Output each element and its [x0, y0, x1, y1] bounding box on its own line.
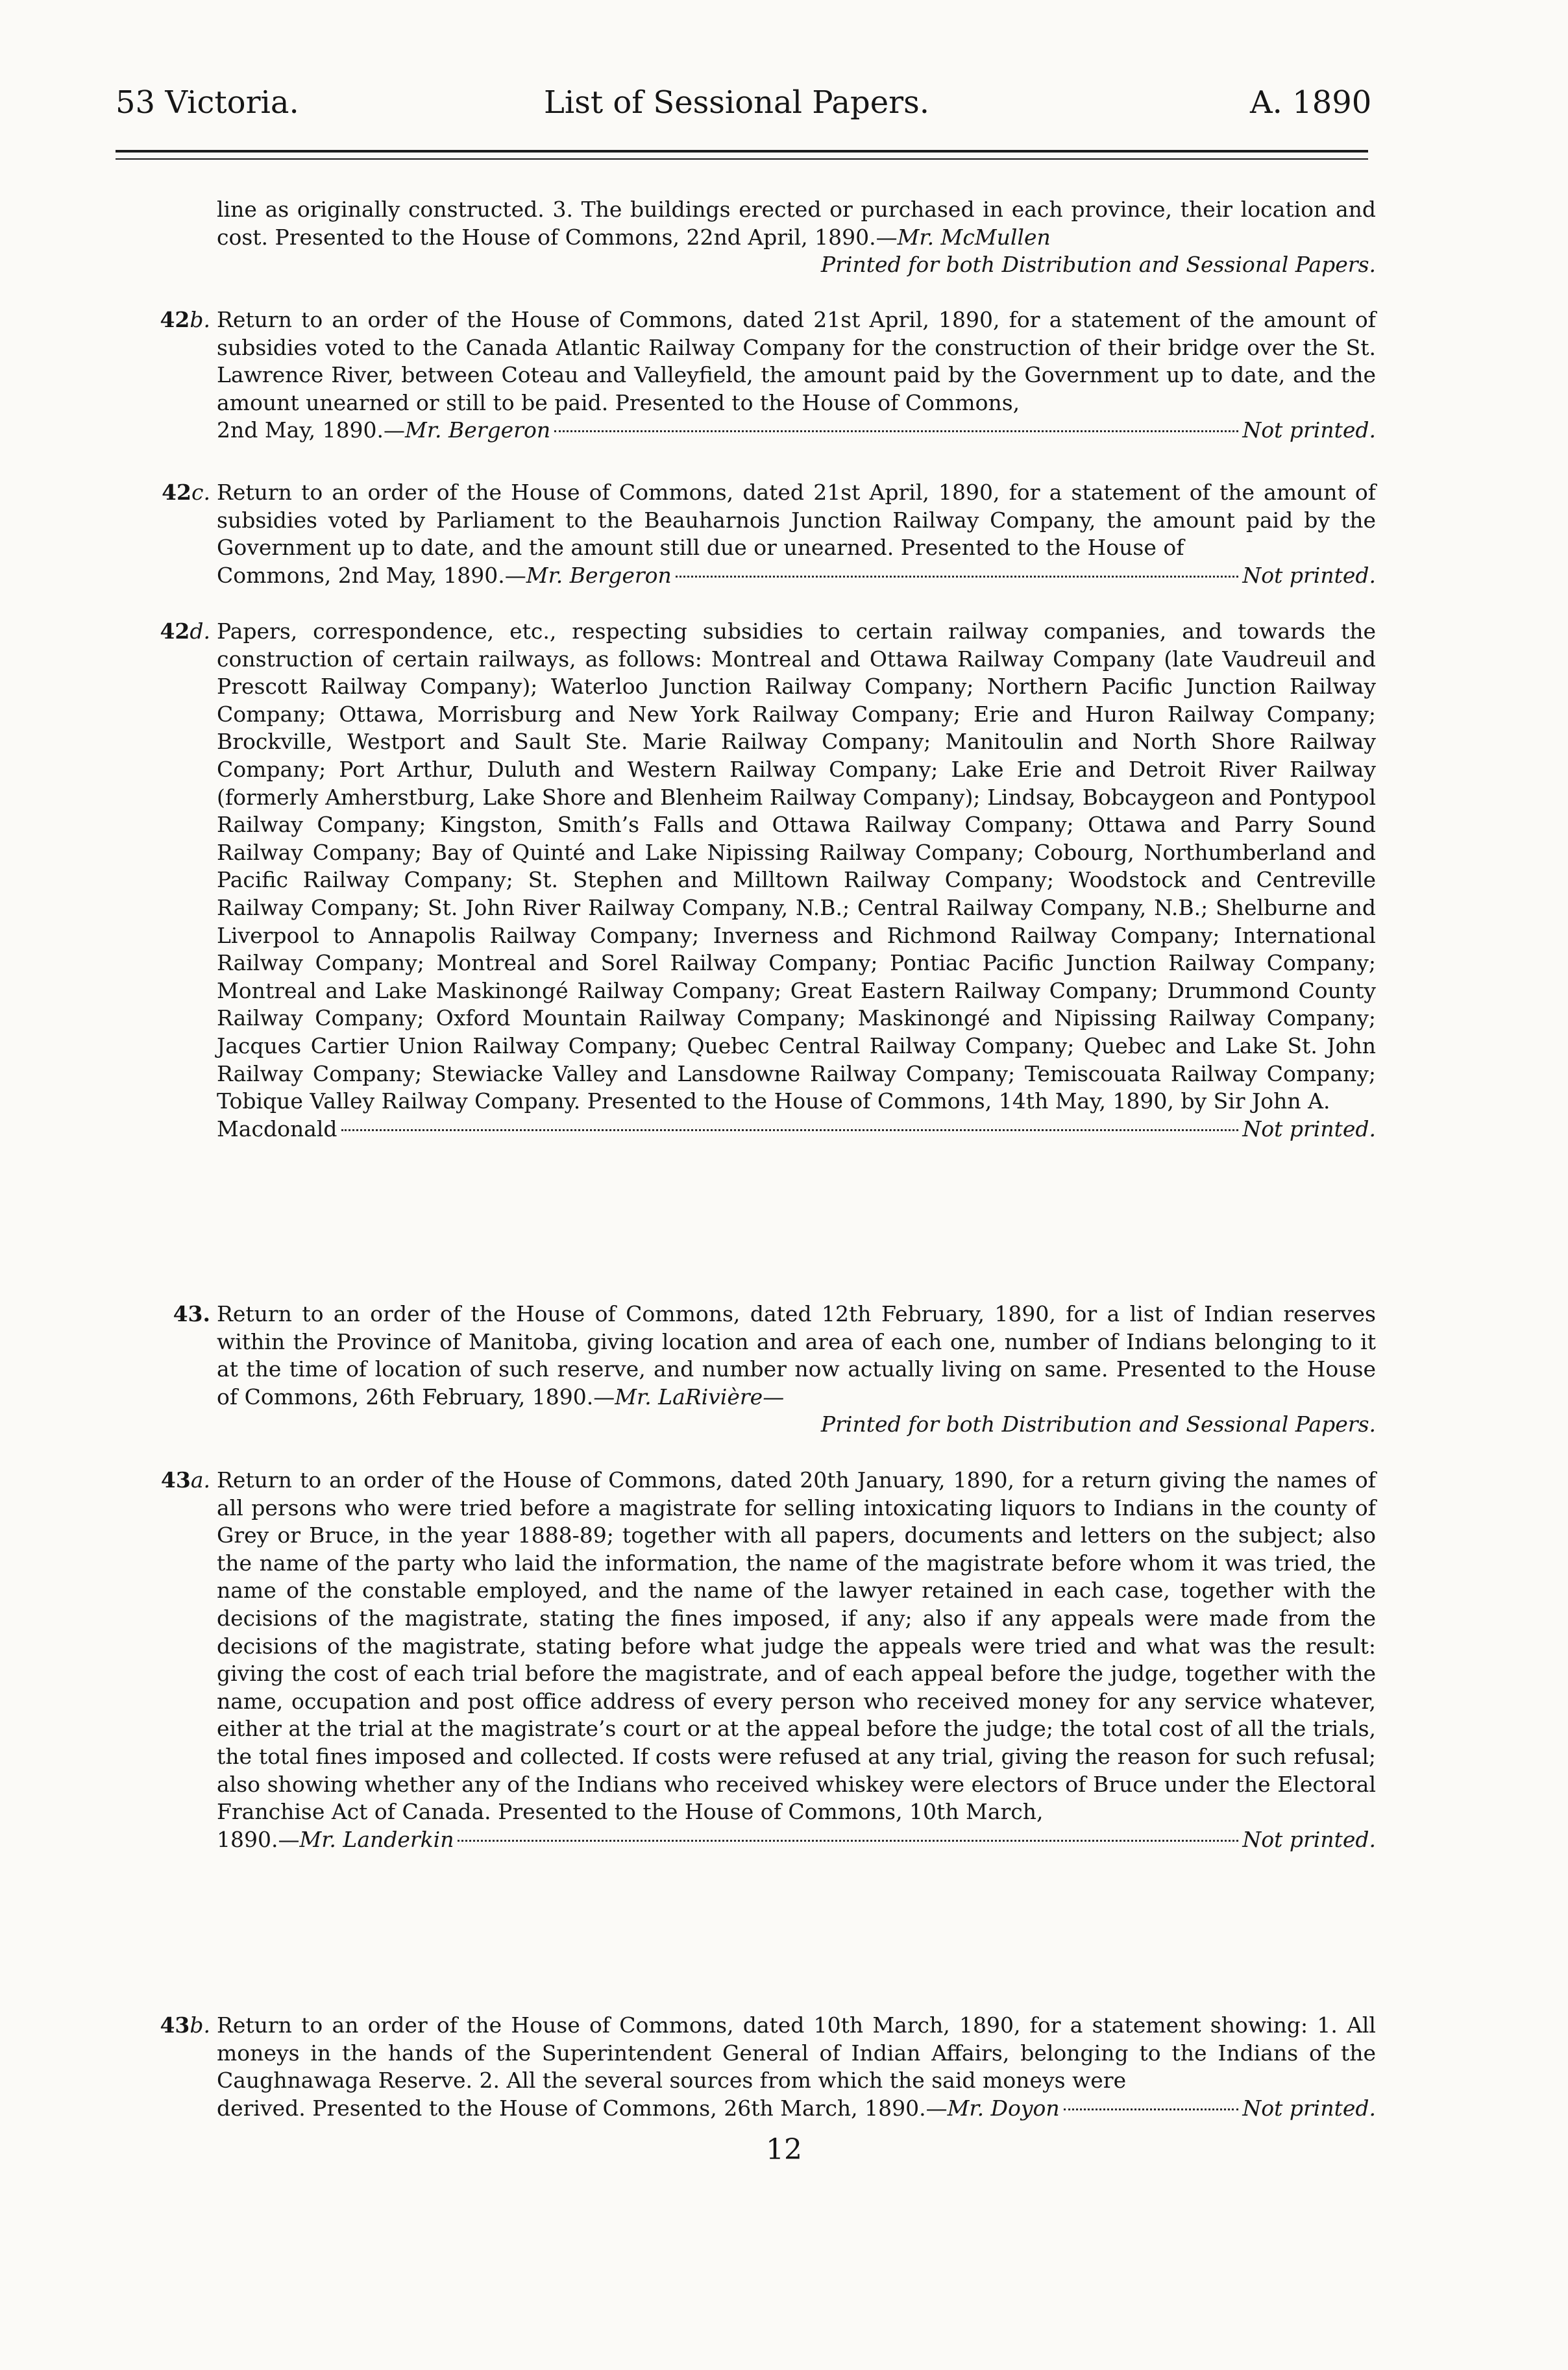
- running-head-year: A. 1890: [1250, 84, 1372, 121]
- entry-mover: Mr. LaRivière—: [615, 1384, 785, 1410]
- dot-leader: [1064, 2108, 1239, 2110]
- entry-number: 43.: [173, 1301, 210, 1326]
- dot-leader: [341, 1129, 1239, 1131]
- entry-continuation: [217, 196, 1376, 279]
- running-head-left: 53 Victoria.: [116, 84, 299, 121]
- entry-status: Not printed.: [1242, 417, 1376, 443]
- entry-mover: Mr. Bergeron: [405, 417, 551, 443]
- entry-number: 43a.: [160, 1467, 210, 1493]
- entry-closing-line: Commons, 2nd May, 1890.— Mr. Bergeron Not printed.: [217, 562, 1376, 590]
- entry-43b: [160, 2012, 1376, 2122]
- entry-mover: Mr. McMullen: [897, 224, 1051, 250]
- entry-text: Papers, correspondence, etc., respecting subsidies to certain railway companies, and towards the construction of certain railways, as follows: Montreal and Ottawa Railway Company (late Vaudreuil and Prescott Railway Company); Waterloo Junction Railway Company; Northern Pacific Junction Railway Company; Ottawa, Morrisburg and New York Railway Company; Erie and Huron Railway Company; Brockville, Westport and Sault Ste. Marie Railway Company; Manitoulin and North Shore Railway Company; Port Arthur, Duluth and Western Railway Company; Lake Erie and Detroit River Railway (formerly Amherstburg, Lake Shore and Blenheim Railway Company); Lindsay, Bobcaygeon and Pontypool Railway Company; Kingston, Smith’s Falls and Ottawa Railway Company; Ottawa and Parry Sound Railway Company; Bay of Quinté and Lake Nipissing Railway Company; Cobourg, Northumberland and Pacific Railway Company; St. Stephen and Milltown Railway Company; Woodstock and Centreville Railway Company; St. John River Railway Company, N.B.; Central Railway Company, N.B.; Shelburne and Liverpool to Annapolis Railway Company; Inverness and Richmond Railway Company; International Railway Company; Montreal and Sorel Railway Company; Pontiac Pacific Junction Railway Company; Montreal and Lake Maskinongé Railway Company; Great Eastern Railway Company; Drummond County Railway Company; Oxford Mountain Railway Company; Maskinongé and Nipissing Railway Company; Jacques Cartier Union Railway Company; Quebec Central Railway Company; Quebec and Lake St. John Railway Company; Stewiacke Valley and Lansdowne Railway Company; Temiscouata Railway Company; Tobique Valley Railway Company. Presented to the House of Commons, 14th May, 1890, by Sir John A.: [217, 618, 1376, 1114]
- entry-text: Return to an order of the House of Commons, dated 21st April, 1890, for a statement of the amount of subsidies voted by Parliament to the Beauharnois Junction Railway Company, the amount paid by the Government up to date, and the amount still due or unearned. Presented to the House of: [217, 480, 1376, 561]
- entry-text: Return to an order of the House of Commons, dated 21st April, 1890, for a statement of the amount of subsidies voted to the Canada Atlantic Railway Company for the construction of their bridge over the St. Lawrence River, between Coteau and Valleyfield, the amount paid by the Government up to date, and the amount unearned or still to be paid. Presented to the House of Commons,: [217, 307, 1376, 415]
- entry-text: line as originally constructed. 3. The buildings erected or purchased in each province, their location and cost. Presented to the House of Commons, 22nd April, 1890.—: [217, 197, 1376, 250]
- header-rule-thin: [116, 158, 1368, 160]
- entry-text: Return to an order of the House of Commons, dated 20th January, 1890, for a return giving the names of all persons who were tried before a magistrate for selling intoxicating liquors to Indians in the county of Grey or Bruce, in the year 1888-89; together with all papers, documents and letters on the subject; also the name of the party who laid the information, the name of the magistrate before whom it was tried, the name of the constable employed, and the name of the lawyer retained in each case, together with the decisions of the magistrate, stating the fines imposed, if any; also if any appeals were made from the decisions of the magistrate, stating before what judge the appeals were tried and what was the result: giving the cost of each trial before the magistrate, and of each appeal before the judge, together with the name, occupation and post office address of every person who received money for any service whatever, either at the trial at the magistrate’s court or at the appeal before the judge; the total cost of all the trials, the total fines imposed and collected. If costs were refused at any trial, giving the reason for such refusal; also showing whether any of the Indians who received whiskey were electors of Bruce under the Electoral Franchise Act of Canada. Presented to the House of Commons, 10th March,: [217, 1467, 1376, 1825]
- page-number: 12: [766, 2133, 802, 2166]
- entry-closing-line: derived. Presented to the House of Commons, 26th March, 1890.— Mr. Doyon Not printed.: [217, 2095, 1376, 2123]
- entry-print-note: Printed for both Distribution and Sessional Papers.: [820, 1411, 1376, 1437]
- dot-leader: [554, 430, 1238, 432]
- entry-42d: [160, 618, 1376, 1143]
- entry-number: 42c.: [162, 480, 210, 505]
- entry-status: Not printed.: [1242, 2095, 1376, 2121]
- entry-status: Not printed.: [1242, 1116, 1376, 1142]
- entry-closing-line: 1890.— Mr. Landerkin Not printed.: [217, 1826, 1376, 1854]
- entry-42c: [162, 479, 1376, 589]
- entry-closing-line: 2nd May, 1890.— Mr. Bergeron Not printed.: [217, 417, 1376, 445]
- entry-number: 43b.: [160, 2012, 210, 2038]
- entry-text: Return to an order of the House of Commons, dated 12th February, 1890, for a list of Indian reserves within the Province of Manitoba, giving location and area of each one, number of Indians belonging to it at the time of location of such reserve, and number now actually living on same. Presented to the House of Commons, 26th February, 1890.—: [217, 1301, 1376, 1410]
- entry-mover: Mr. Bergeron: [526, 562, 672, 588]
- entry-text: Return to an order of the House of Commons, dated 10th March, 1890, for a statement showing: 1. All moneys in the hands of the Superintendent General of Indian Affairs, belonging to the Indians of the Caughnawaga Reserve. 2. All the several sources from which the said moneys were: [217, 2012, 1376, 2094]
- entry-print-note: Printed for both Distribution and Sessional Papers.: [820, 252, 1376, 278]
- entry-43: [173, 1301, 1376, 1439]
- dot-leader: [676, 576, 1239, 578]
- entry-number: 42d.: [160, 618, 210, 644]
- entry-number: 42b.: [160, 307, 210, 332]
- entry-status: Not printed.: [1242, 562, 1376, 588]
- entry-43a: [160, 1467, 1376, 1853]
- entry-closing-line: Macdonald Not printed.: [217, 1116, 1376, 1143]
- header-rule-thick: [116, 150, 1368, 153]
- dot-leader: [458, 1840, 1238, 1842]
- entry-mover: Mr. Doyon: [947, 2095, 1060, 2121]
- entry-42b: [160, 306, 1376, 445]
- entry-status: Not printed.: [1242, 1826, 1376, 1852]
- running-head-title: List of Sessional Papers.: [544, 84, 929, 121]
- entry-mover: Mr. Landerkin: [299, 1826, 454, 1852]
